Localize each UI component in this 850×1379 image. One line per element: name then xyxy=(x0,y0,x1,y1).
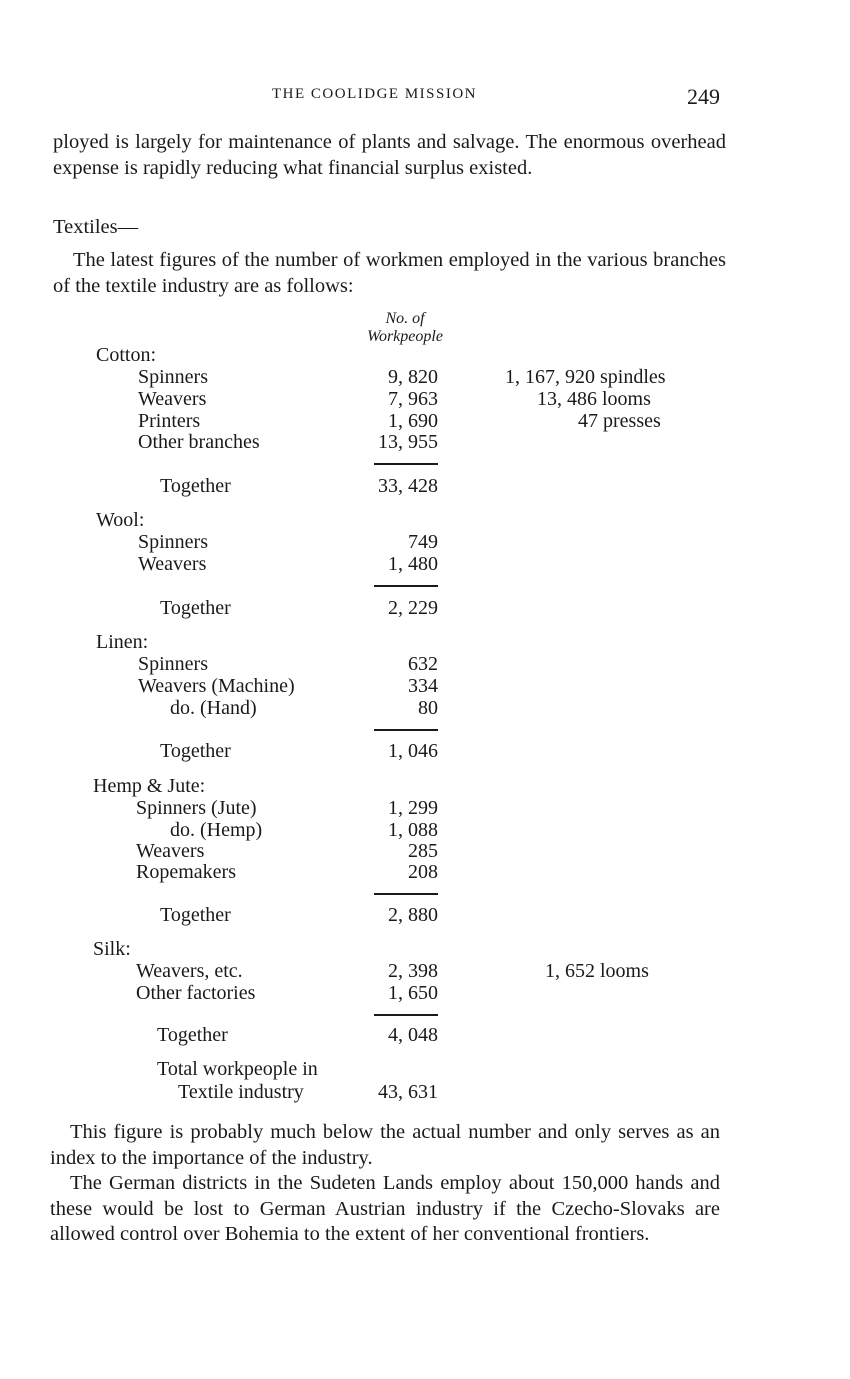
row-value: 334 xyxy=(408,675,438,697)
row-label: Ropemakers xyxy=(136,861,236,883)
section-title: Textiles— xyxy=(53,216,139,238)
row-value: 1, 480 xyxy=(388,553,438,575)
together-label: Together xyxy=(157,1024,228,1046)
row-value: 208 xyxy=(408,861,438,883)
together-row xyxy=(0,597,850,619)
together-row xyxy=(0,740,850,762)
sum-rule xyxy=(374,463,438,465)
table-row xyxy=(0,840,850,862)
category-heading: Hemp & Jute: xyxy=(93,775,206,797)
row-label: Spinners xyxy=(138,366,208,388)
category-heading: Silk: xyxy=(93,938,131,960)
column-header xyxy=(340,310,470,346)
category-heading: Cotton: xyxy=(96,344,157,366)
table-row xyxy=(0,819,850,841)
row-label: Other branches xyxy=(138,431,260,453)
row-value: 1, 690 xyxy=(388,410,438,432)
row-note: 1, 652 looms xyxy=(545,960,649,982)
sum-rule xyxy=(374,893,438,895)
sum-rule xyxy=(374,1014,438,1016)
row-value: 80 xyxy=(418,697,438,719)
total-label-line2: Textile industry xyxy=(178,1081,304,1103)
together-label: Together xyxy=(160,597,231,619)
category-heading: Wool: xyxy=(96,509,145,531)
total-row-line1 xyxy=(0,1058,850,1080)
row-label: Weavers xyxy=(138,553,207,575)
row-label: Weavers (Machine) xyxy=(138,675,295,697)
row-value: 2, 398 xyxy=(388,960,438,982)
row-value: 7, 963 xyxy=(388,388,438,410)
together-row xyxy=(0,904,850,926)
paragraph-intro xyxy=(53,248,726,299)
sum-rule xyxy=(374,729,438,731)
row-note: 1, 167, 920 spindles xyxy=(505,366,666,388)
together-label: Together xyxy=(160,904,231,926)
table-row xyxy=(0,531,850,553)
column-header-line1: No. of xyxy=(385,310,425,327)
category-heading: Linen: xyxy=(96,631,149,653)
paragraph-continued-text: ployed is largely for maintenance of plants and salvage. The enormous overhead expense is rapidly reducing what financial surplus existed. xyxy=(53,131,726,179)
total-row xyxy=(0,1081,850,1103)
total-label-line1: Total workpeople in xyxy=(157,1058,318,1080)
row-label: Printers xyxy=(138,410,201,432)
row-label: Weavers xyxy=(136,840,205,862)
table-row xyxy=(0,410,850,432)
column-header-line2: Workpeople xyxy=(367,328,443,345)
together-value: 4, 048 xyxy=(388,1024,438,1046)
row-label: Spinners (Jute) xyxy=(136,797,257,819)
table-row xyxy=(0,960,850,982)
together-value: 33, 428 xyxy=(378,475,438,497)
sum-rule xyxy=(374,585,438,587)
row-note: 47 presses xyxy=(578,410,661,432)
row-value: 1, 088 xyxy=(388,819,438,841)
paragraph-last xyxy=(50,1171,720,1248)
table-row xyxy=(0,697,850,719)
table-row xyxy=(0,653,850,675)
paragraph-last-text: The German districts in the Sudeten Lands employ about 150,000 hands and these would be lost to German Austrian industry if the Czecho-Slovaks are allowed control over Bohemia to the extent of her conventional frontiers. xyxy=(50,1172,720,1246)
together-value: 2, 880 xyxy=(388,904,438,926)
together-row xyxy=(0,475,850,497)
total-value: 43, 631 xyxy=(378,1081,438,1103)
table-row xyxy=(0,431,850,453)
together-label: Together xyxy=(160,740,231,762)
row-value: 285 xyxy=(408,840,438,862)
together-value: 1, 046 xyxy=(388,740,438,762)
row-value: 632 xyxy=(408,653,438,675)
table-row xyxy=(0,553,850,575)
row-label: Spinners xyxy=(138,531,208,553)
row-value: 13, 955 xyxy=(378,431,438,453)
row-note: 13, 486 looms xyxy=(537,388,651,410)
table-row xyxy=(0,366,850,388)
paragraph-after-table-text: This figure is probably much below the actual number and only serves as an index to the importance of the industry. xyxy=(50,1121,720,1169)
table-row xyxy=(0,388,850,410)
row-value: 9, 820 xyxy=(388,366,438,388)
together-label: Together xyxy=(160,475,231,497)
running-title: THE COOLIDGE MISSION xyxy=(272,86,477,102)
together-value: 2, 229 xyxy=(388,597,438,619)
page-number: 249 xyxy=(687,84,720,109)
paragraph-intro-text: The latest figures of the number of workmen employed in the various branches of the textile industry are as follows: xyxy=(53,249,726,297)
row-label: do. (Hemp) xyxy=(170,819,263,841)
table-row xyxy=(0,797,850,819)
row-label: Weavers, etc. xyxy=(136,960,243,982)
row-value: 1, 650 xyxy=(388,982,438,1004)
row-value: 1, 299 xyxy=(388,797,438,819)
row-label: Weavers xyxy=(138,388,207,410)
table-row xyxy=(0,861,850,883)
row-label: Other factories xyxy=(136,982,256,1004)
paragraph-after-table xyxy=(50,1120,720,1171)
row-value: 749 xyxy=(408,531,438,553)
row-label: do. (Hand) xyxy=(170,697,257,719)
paragraph-continued xyxy=(53,130,726,181)
table-row xyxy=(0,982,850,1004)
table-row xyxy=(0,675,850,697)
together-row xyxy=(0,1024,850,1046)
row-label: Spinners xyxy=(138,653,208,675)
